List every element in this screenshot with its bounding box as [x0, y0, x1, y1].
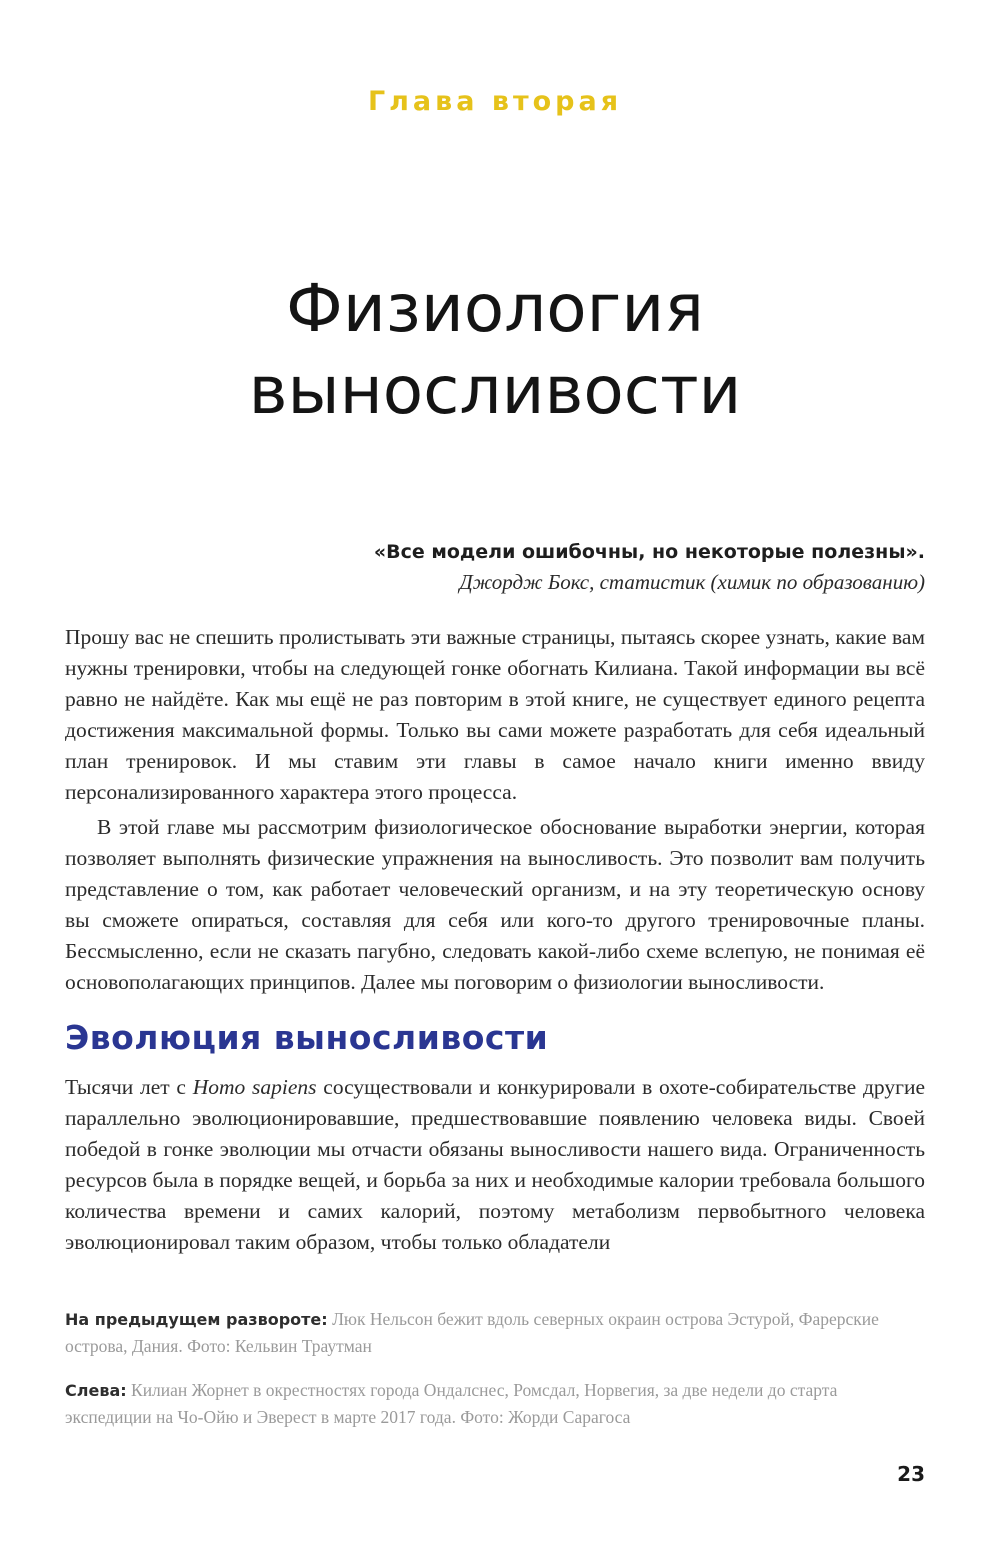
- chapter-title-line-1: Физиология: [286, 270, 704, 347]
- paragraph: В этой главе мы рассмотрим физиологическое обоснование выработки энергии, которая позволяет выполнять физические упражнения на выносливость. Это позволит вам получить представление о том, как работает человеческий организм, и на эту теоретическую основу вы сможете опираться, составляя для себя или кого-то другого тренировочные планы. Бессмысленно, если не сказать пагубно, следовать какой-либо схеме вслепую, не понимая её основополагающих принципов. Далее мы поговорим о физиологии выносливости.: [65, 815, 925, 994]
- paragraph-rest: сосуществовали и конкурировали в охоте-собирательстве другие параллельно эволюционировавшие, предшествовавшие появлению человека виды. Своей победой в гонке эволюции мы отчасти обязаны выносливости нашего вида. Ограниченность ресурсов была в порядке вещей, и борьба за них и необходимые калории требовала большого количества времени и самих калорий, поэтому метаболизм первобытного человека эволюционировал таким образом, чтобы только обладатели: [65, 1075, 925, 1254]
- section-text: [65, 1072, 925, 1258]
- caption-lead: Слева:: [65, 1381, 127, 1400]
- chapter-title: [0, 268, 990, 432]
- species-name: Homo sapiens: [192, 1075, 317, 1099]
- caption-left: [65, 1377, 925, 1430]
- section-heading: Эволюция выносливости: [65, 1018, 549, 1057]
- page-number: 23: [897, 1462, 925, 1486]
- caption-text: Килиан Жорнет в окрестностях города Ондалснес, Ромсдал, Норвегия, за две недели до старта экспедиции на Чо-Ойю и Эверест в марте 2017 года. Фото: Жорди Сарагоса: [65, 1380, 838, 1427]
- paragraph-start: Тысячи лет с: [65, 1075, 193, 1099]
- chapter-title-line-2: выносливости: [248, 352, 742, 429]
- caption-lead: На предыдущем развороте:: [65, 1310, 328, 1329]
- caption-text: Люк Нельсон бежит вдоль северных окраин острова Эстурой, Фарерские острова, Дания. Фото: Кельвин Траутман: [65, 1309, 879, 1356]
- intro-text: [65, 622, 925, 998]
- paragraph: [65, 1072, 925, 1258]
- paragraph: Прошу вас не спешить пролистывать эти важные страницы, пытаясь скорее узнать, какие вам нужны тренировки, чтобы на следующей гонке обогнать Килиана. Такой информации вы всё равно не найдёте. Как мы ещё не раз повторим в этой книге, не существует единого рецепта достижения максимальной формы. Только вы сами можете разработать для себя идеальный план тренировок. И мы ставим эти главы в самое начало книги именно ввиду персонализированного характера этого процесса.: [65, 625, 925, 804]
- chapter-label: Глава вторая: [367, 86, 623, 117]
- epigraph: [225, 537, 925, 597]
- epigraph-author: Джордж Бокс, статистик (химик по образованию): [459, 570, 925, 594]
- epigraph-quote: «Все модели ошибочны, но некоторые полезны».: [373, 541, 925, 563]
- photo-captions: [65, 1306, 925, 1448]
- caption-previous-spread: [65, 1306, 925, 1359]
